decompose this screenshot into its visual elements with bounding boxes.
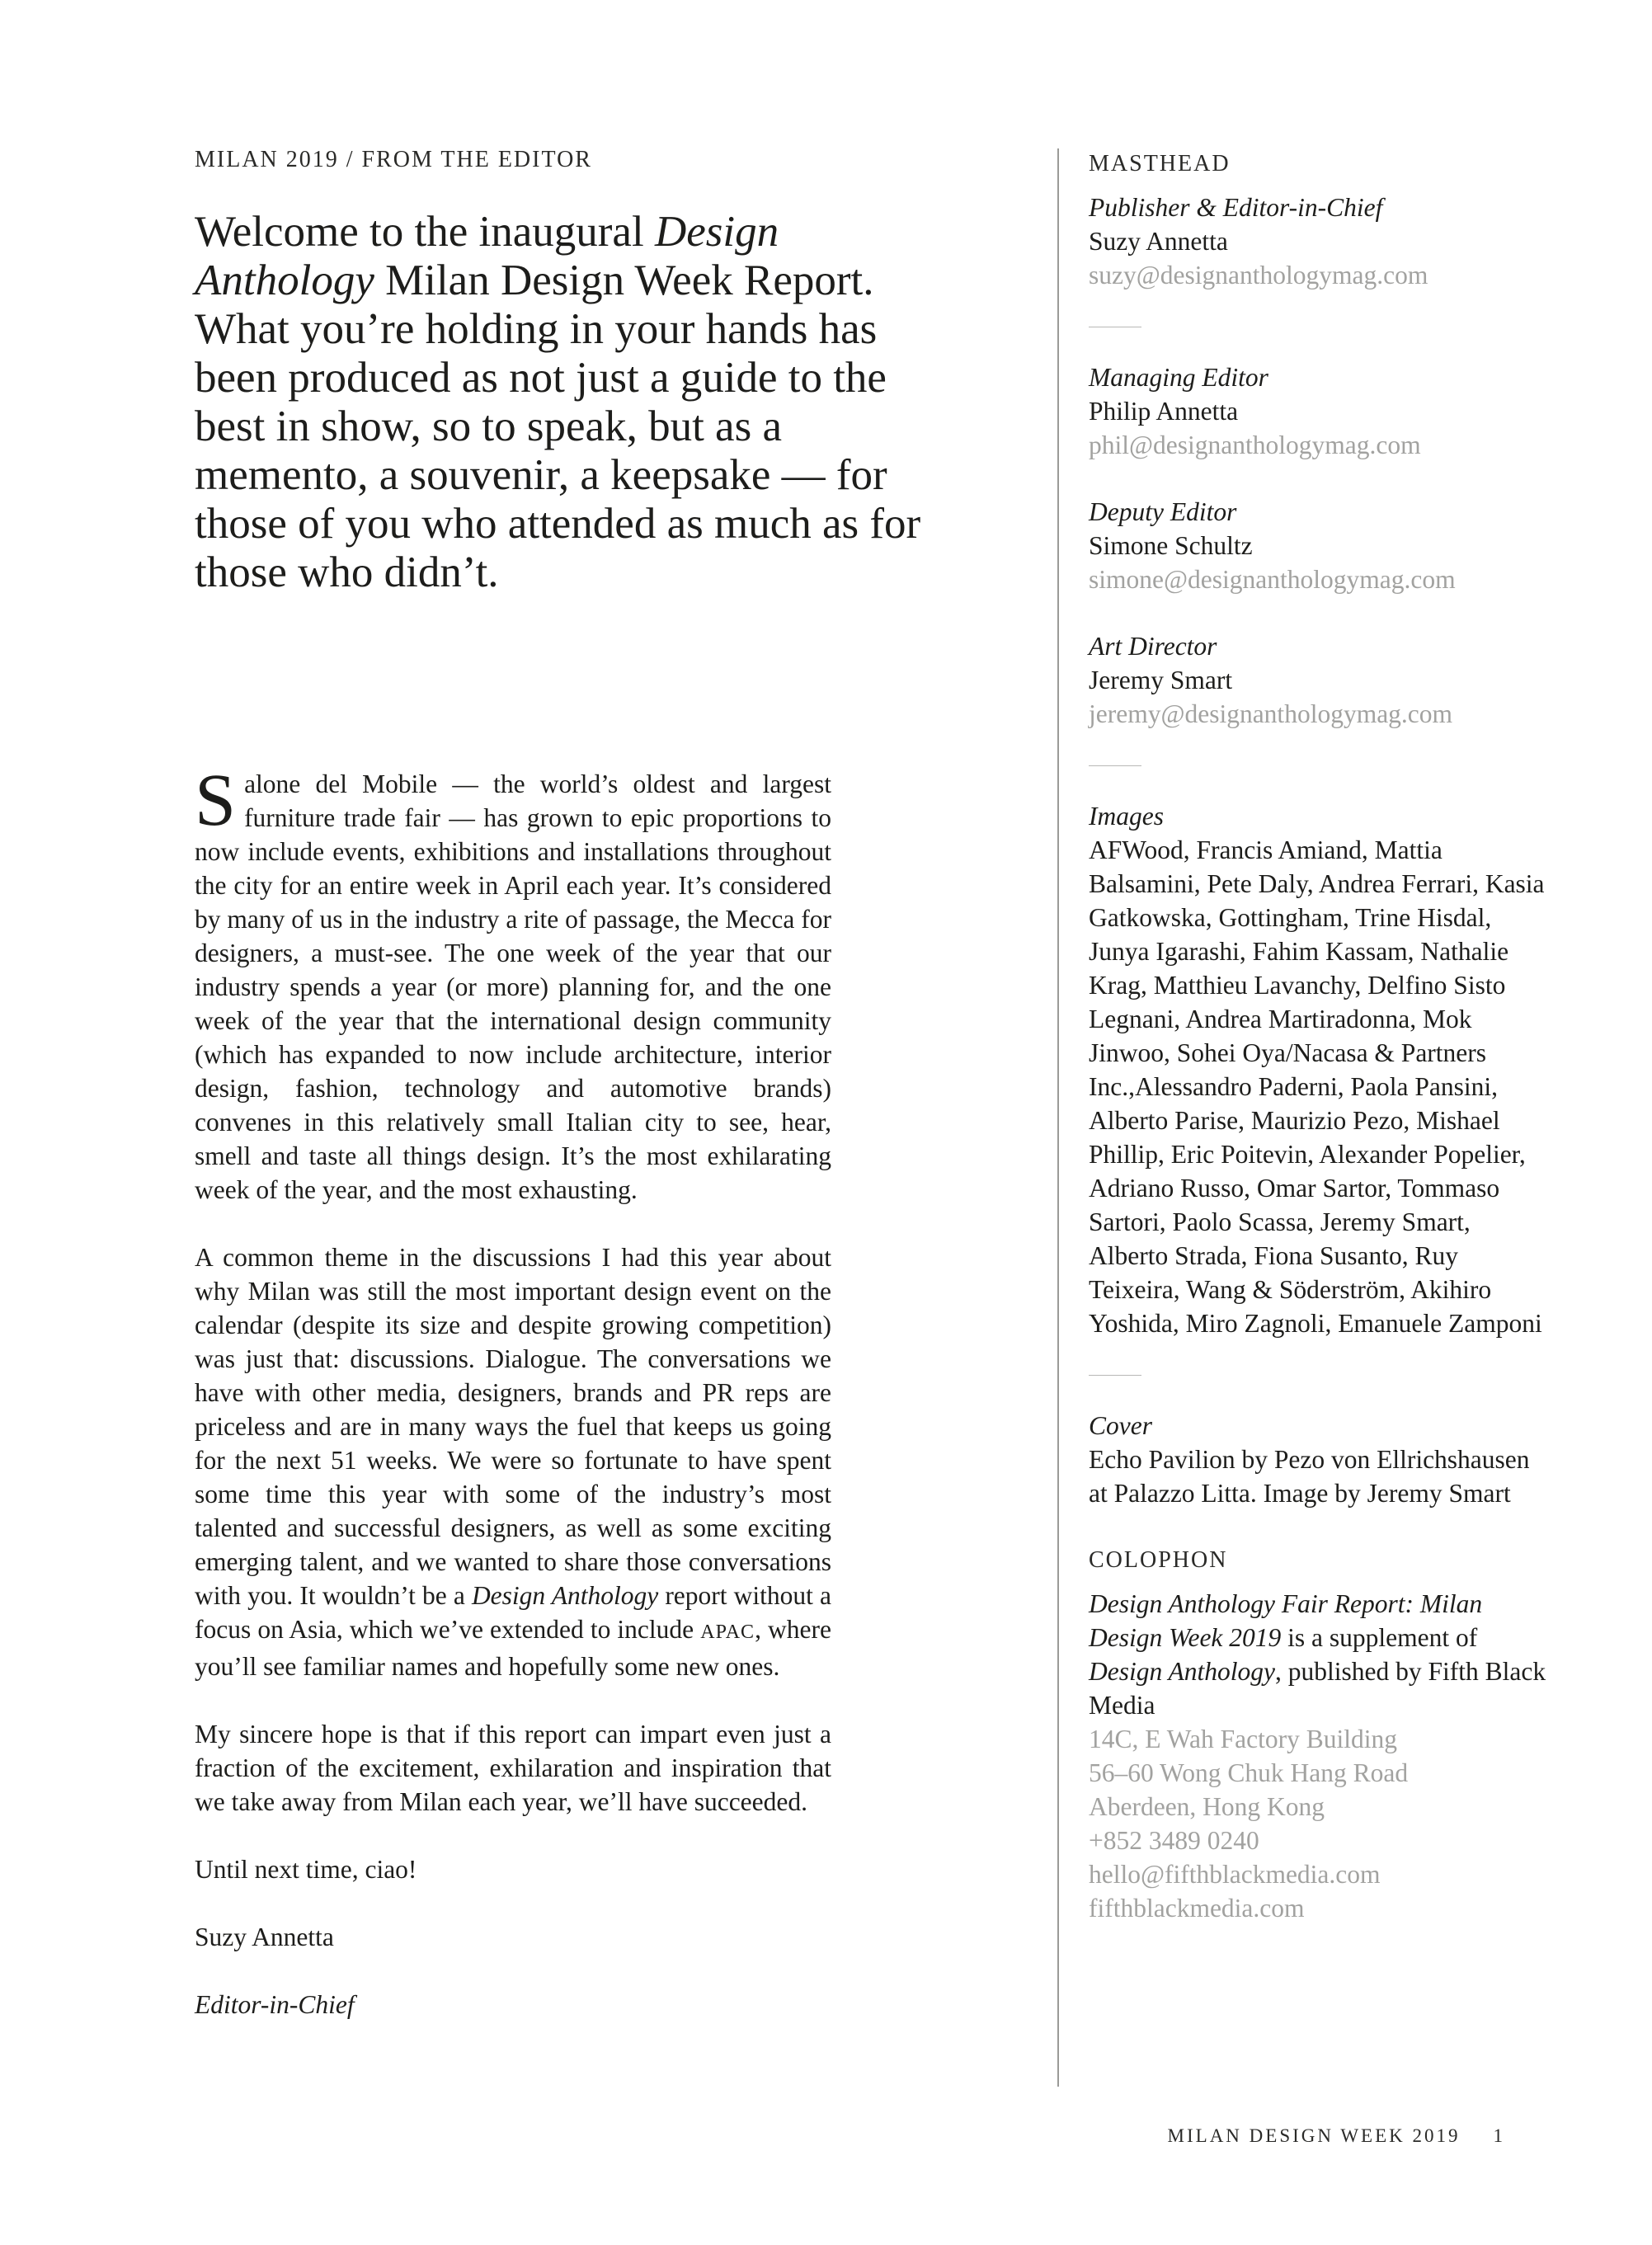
staff-role: Managing Editor	[1089, 363, 1268, 392]
cover-label: Cover	[1089, 1411, 1152, 1440]
cover-text: Echo Pavilion by Pezo von Ellrichshausen at Palazzo Litta. Image by Jeremy Smart	[1089, 1445, 1530, 1508]
body-paragraph-1	[195, 760, 831, 1207]
images-label: Images	[1089, 802, 1164, 831]
body-paragraph-2-text-a: A common theme in the discussions I had this year about why Milan was still the most important design event on the calendar (despite its size and despite growing competition) was just that: discussions. Dialogue. The conversations we have with other media, designers, brands and PR reps are priceless and are in many ways the fuel that keeps us going for the next 51 weeks. We were so fortunate to have spent some time this year with some of the industry’s most talented and successful designers, as well as some exciting emerging talent, and we wanted to share those conversations with you. It wouldn’t be a	[195, 1243, 831, 1610]
body-paragraph-2-text-c: , where you’ll see familiar names and hopefully some new ones.	[195, 1615, 832, 1681]
colophon-magazine-title: Design Anthology	[1089, 1657, 1276, 1686]
intro-text-start: Welcome to the inaugural	[195, 208, 655, 256]
masthead-column	[1089, 147, 1551, 1925]
body-paragraph-2	[195, 1240, 831, 1683]
staff-role: Art Director	[1089, 632, 1217, 661]
staff-role: Publisher & Editor-in-Chief	[1089, 193, 1383, 222]
images-credits	[1089, 799, 1551, 1340]
staff-email: jeremy@designanthologymag.com	[1089, 699, 1453, 728]
colophon-text-b: , published by Fifth Black Media	[1089, 1657, 1546, 1720]
body-magazine-title: Design Anthology	[471, 1581, 659, 1610]
signature-name: Suzy Annetta	[195, 1923, 334, 1951]
staff-name: Jeremy Smart	[1089, 666, 1233, 694]
colophon-heading: COLOPHON	[1089, 1547, 1228, 1573]
cover-credit	[1089, 1409, 1551, 1510]
masthead-heading: MASTHEAD	[1089, 151, 1231, 176]
section-kicker: MILAN 2019 / FROM THE EDITOR	[195, 147, 592, 172]
staff-name: Simone Schultz	[1089, 531, 1253, 560]
short-divider	[1089, 765, 1141, 766]
short-divider	[1089, 1375, 1141, 1376]
staff-email: phil@designanthologymag.com	[1089, 431, 1421, 459]
staff-entry	[1089, 495, 1551, 596]
colophon-statement	[1089, 1587, 1551, 1722]
body-paragraph-3: My sincere hope is that if this report can impart even just a fraction of the excitement, exhilaration and inspiration that we take away from Milan each year, we’ll have succeeded.	[195, 1720, 831, 1816]
contact-email: hello@fifthblackmedia.com	[1089, 1860, 1381, 1889]
editor-letter	[195, 760, 832, 2055]
staff-entry	[1089, 629, 1551, 731]
body-paragraph-4: Until next time, ciao!	[195, 1855, 417, 1884]
address-line: 14C, E Wah Factory Building	[1089, 1725, 1397, 1753]
colophon-text-a: is a supplement of	[1281, 1623, 1478, 1652]
drop-cap: S	[195, 760, 237, 841]
intro-magazine-title: Design Anthology	[195, 208, 779, 304]
address-line: 56–60 Wong Chuk Hang Road	[1089, 1758, 1409, 1787]
staff-email: simone@designanthologymag.com	[1089, 565, 1456, 594]
staff-name: Philip Annetta	[1089, 397, 1239, 426]
body-paragraph-2-text-b: report without a focus on Asia, which we’ve extended to include	[195, 1581, 831, 1644]
footer-title: MILAN DESIGN WEEK 2019	[1167, 2125, 1461, 2146]
colophon-report-title: Design Anthology Fair Report: Milan Design Week 2019	[1089, 1589, 1483, 1652]
intro-paragraph	[195, 208, 937, 597]
staff-entry	[1089, 191, 1551, 292]
staff-name: Suzy Annetta	[1089, 227, 1228, 256]
intro-text-end: Milan Design Week Report. What you’re holding in your hands has been produced as not just a guide to the best in show, so to speak, but as a memento, a souvenir, a keepsake — for those of you who attended as much as for those who didn’t.	[195, 257, 921, 596]
images-credit-list: AFWood, Francis Amiand, Mattia Balsamini, Pete Daly, Andrea Ferrari, Kasia Gatkowska, Gottingham, Trine Hisdal, Junya Igarashi, Fahim Kassam, Nathalie Krag, Matthieu Lavanchy, Delfino Sisto Legnani, Andrea Martiradonna, Mok Jinwoo, Sohei Oya/Nacasa & Partners Inc.,Alessandro Paderni, Paola Pansini, Alberto Parise, Maurizio Pezo, Mishael Phillip, Eric Poitevin, Alexander Popelier, Adriano Russo, Omar Sartor, Tommaso Sartori, Paolo Scassa, Jeremy Smart, Alberto Strada, Fiona Susanto, Ruy Teixeira, Wang & Söderström, Akihiro Yoshida, Miro Zagnoli, Emanuele Zamponi	[1089, 835, 1545, 1338]
body-paragraph-1-text: alone del Mobile — the world’s oldest and largest furniture trade fair — has grown to epic proportions to now include events, exhibitions and installations throughout the city for an entire week in April each year. It’s considered by many of us in the industry a rite of passage, the Mecca for designers, a must-see. The one week of the year that our industry spends a year (or more) planning for, and the one week of the year that the international design community (which has expanded to now include architecture, interior design, fashion, technology and automotive brands) convenes in this relatively small Italian city to see, hear, smell and taste all things design. It’s the most exhilarating week of the year, and the most exhausting.	[195, 770, 831, 1204]
column-divider	[1057, 148, 1059, 2087]
staff-entry	[1089, 360, 1551, 462]
apac-acronym: APAC	[700, 1621, 755, 1643]
website: fifthblackmedia.com	[1089, 1894, 1305, 1923]
signature-title: Editor-in-Chief	[195, 1990, 355, 2019]
page-footer	[1168, 2125, 1505, 2147]
page-number: 1	[1493, 2125, 1505, 2146]
address-line: Aberdeen, Hong Kong	[1089, 1792, 1325, 1821]
phone-number: +852 3489 0240	[1089, 1826, 1259, 1855]
staff-role: Deputy Editor	[1089, 497, 1237, 526]
staff-email: suzy@designanthologymag.com	[1089, 261, 1428, 289]
